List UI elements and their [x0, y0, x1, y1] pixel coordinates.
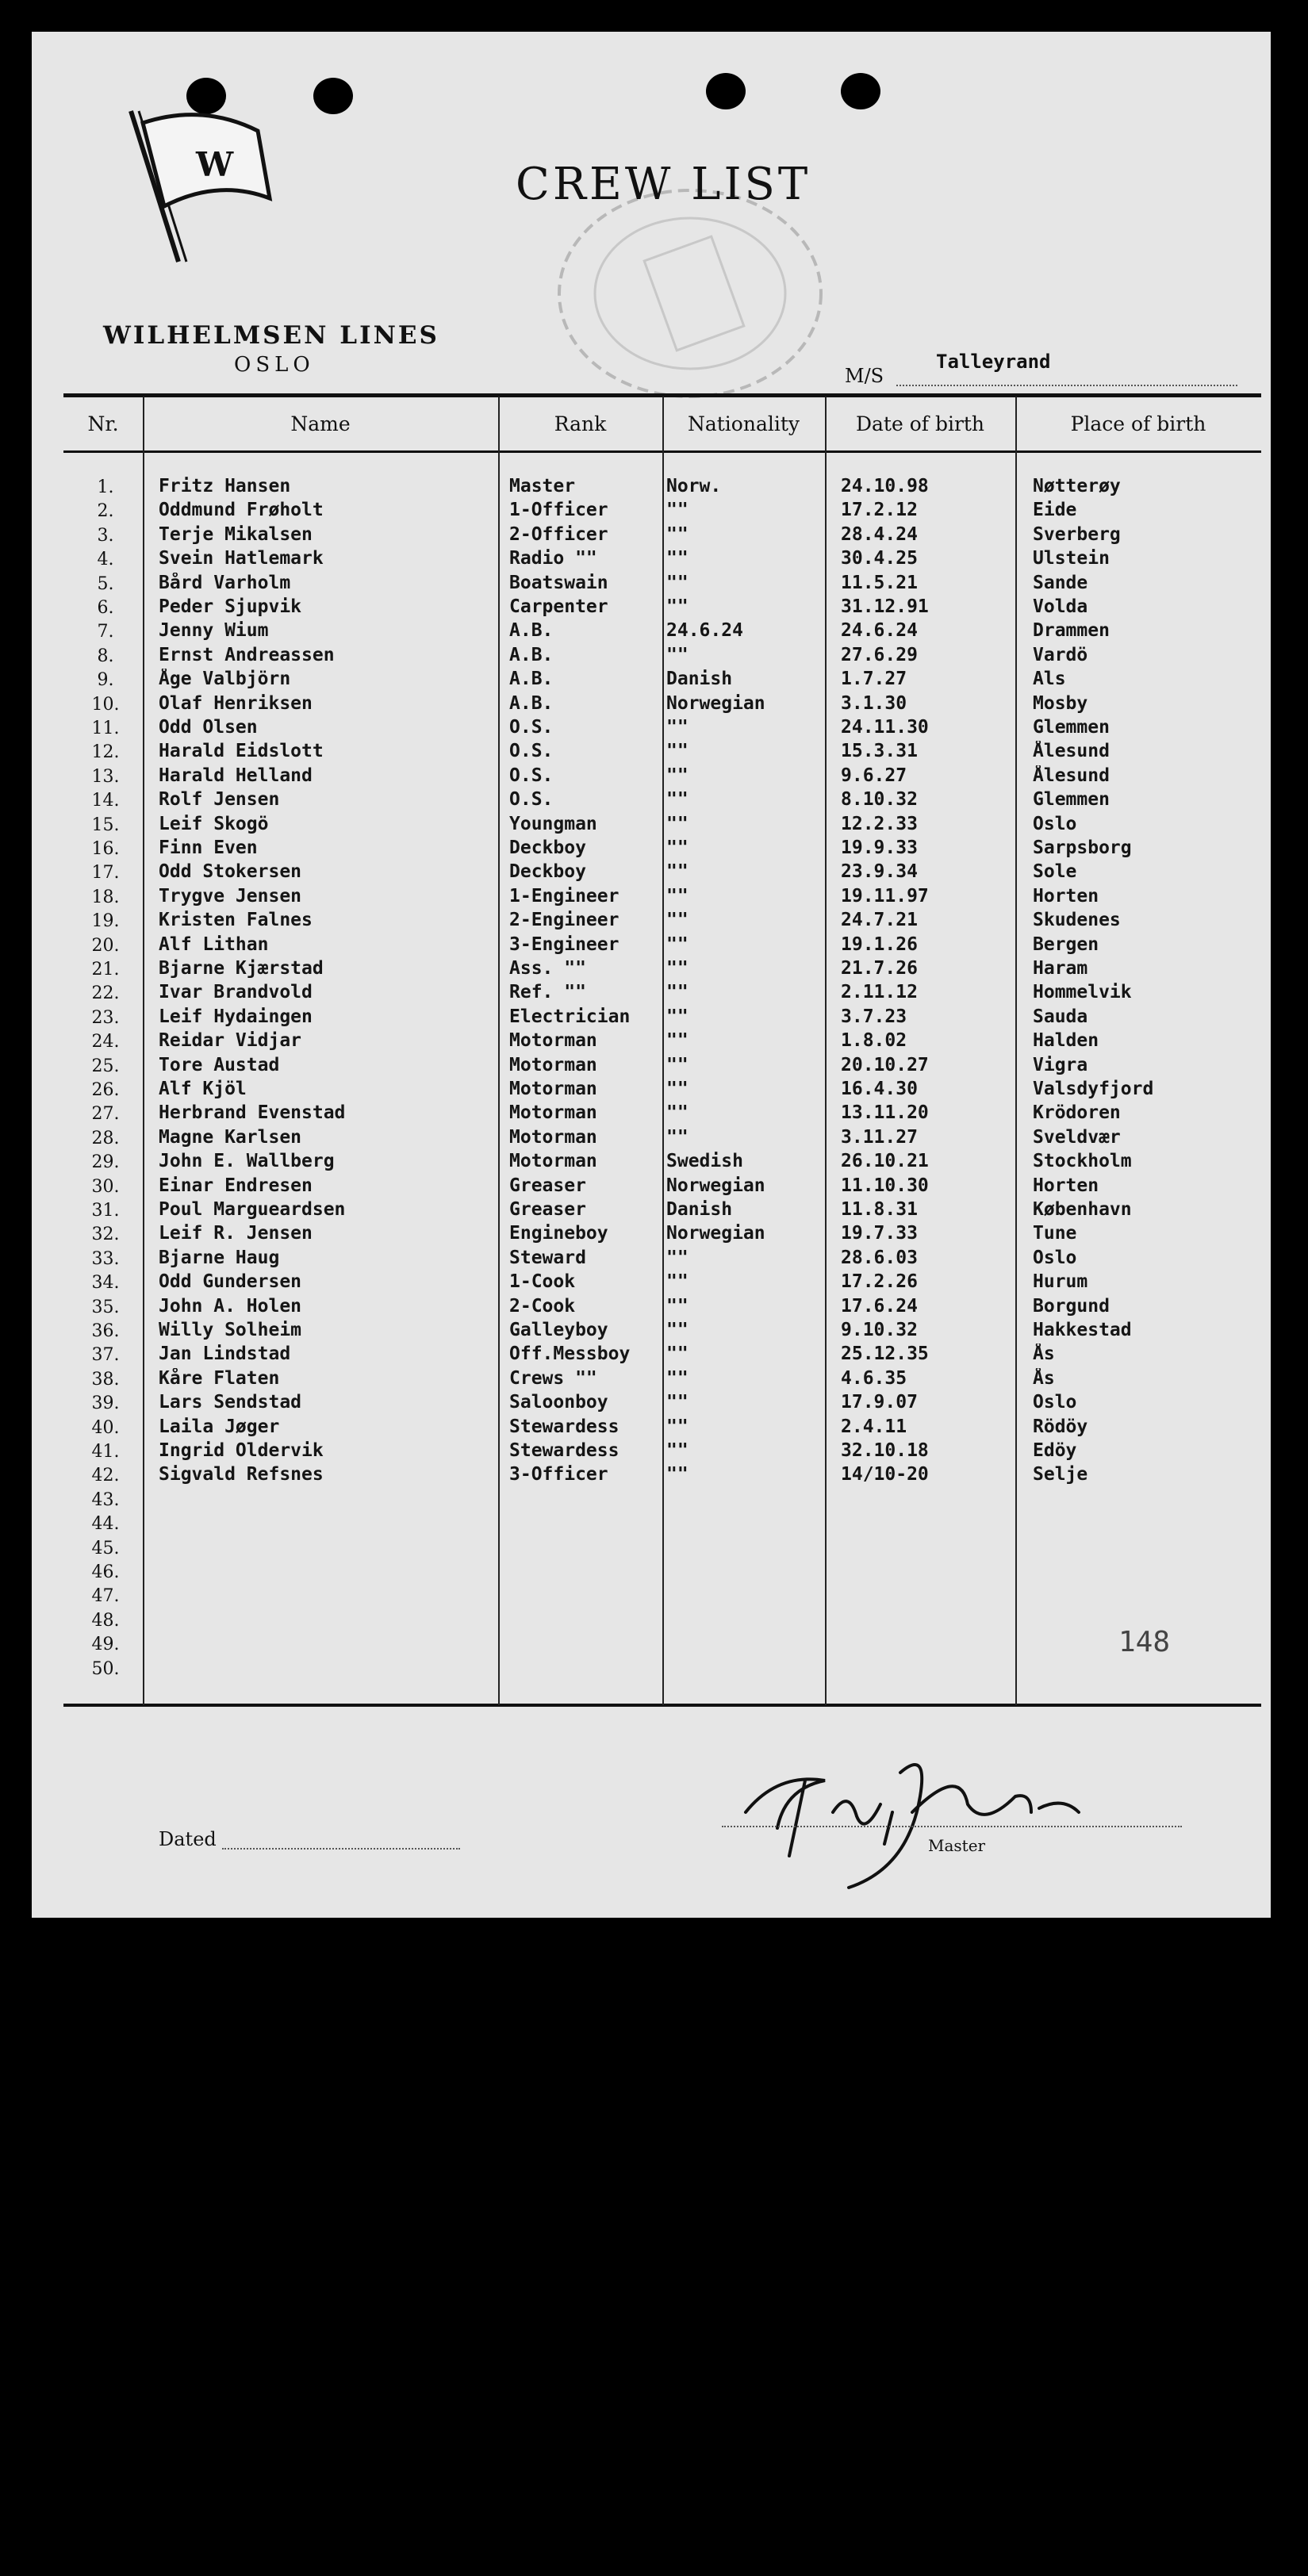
row-number: 20.: [91, 935, 120, 956]
crew-place-of-birth: Edöy: [1033, 1440, 1077, 1461]
row-number: 1.: [97, 477, 114, 497]
crew-date-of-birth: 25.12.35: [841, 1344, 929, 1365]
column-header-name: Name: [290, 412, 351, 435]
crew-nationality: Danish: [666, 669, 733, 690]
crew-date-of-birth: 4.6.35: [841, 1367, 907, 1389]
crew-date-of-birth: 17.6.24: [841, 1295, 918, 1317]
crew-date-of-birth: 1.7.27: [841, 669, 907, 690]
punch-hole: [313, 78, 353, 114]
row-number: 29.: [91, 1152, 120, 1173]
crew-date-of-birth: 3.11.27: [841, 1126, 918, 1148]
crew-nationality: "": [666, 741, 689, 762]
crew-name: Leif R. Jensen: [159, 1223, 313, 1244]
row-number: 3.: [97, 525, 114, 546]
row-number: 33.: [91, 1248, 120, 1269]
column-divider: [1015, 397, 1017, 1705]
row-number: 44.: [91, 1514, 120, 1535]
row-number: 27.: [91, 1104, 120, 1125]
crew-name: Bjarne Kjærstad: [159, 958, 324, 979]
column-header-date-of-birth: Date of birth: [855, 412, 985, 435]
crew-date-of-birth: 16.4.30: [841, 1079, 918, 1099]
crew-nationality: "": [666, 1320, 689, 1340]
crew-nationality: "": [666, 1247, 689, 1268]
row-number: 22.: [91, 983, 120, 1004]
row-number: 30.: [91, 1176, 120, 1197]
crew-date-of-birth: 2.11.12: [841, 982, 918, 1003]
crew-place-of-birth: Rödöy: [1033, 1416, 1088, 1437]
crew-nationality: "": [666, 1006, 689, 1027]
column-divider: [498, 397, 500, 1705]
crew-place-of-birth: Valsdyfjord: [1033, 1079, 1154, 1099]
crew-name: Sigvald Refsnes: [159, 1464, 324, 1485]
row-number: 24.: [91, 1032, 120, 1052]
crew-rank: Deckboy: [509, 861, 586, 883]
crew-nationality: "": [666, 1126, 689, 1148]
crew-date-of-birth: 24.10.98: [841, 476, 929, 496]
crew-date-of-birth: 19.7.33: [841, 1223, 918, 1244]
crew-nationality: Norwegian: [666, 1223, 765, 1244]
row-number: 35.: [91, 1297, 120, 1317]
crew-date-of-birth: 21.7.26: [841, 958, 918, 979]
crew-nationality: "": [666, 572, 689, 593]
row-number: 40.: [91, 1417, 120, 1438]
crew-name: Bård Varholm: [159, 572, 291, 593]
crew-nationality: "": [666, 861, 689, 883]
crew-place-of-birth: Hakkestad: [1033, 1320, 1132, 1340]
crew-rank: Carpenter: [509, 596, 608, 617]
master-signature-icon: [730, 1717, 1110, 1899]
crew-rank: Electrician: [509, 1006, 631, 1027]
crew-rank: Boatswain: [509, 572, 608, 593]
crew-date-of-birth: 3.7.23: [841, 1006, 907, 1027]
crew-date-of-birth: 9.10.32: [841, 1320, 918, 1340]
crew-date-of-birth: 14/10-20: [841, 1464, 929, 1485]
crew-date-of-birth: 12.2.33: [841, 813, 918, 834]
row-number: 19.: [91, 911, 120, 932]
crew-name: Odd Stokersen: [159, 861, 302, 883]
crew-name: Alf Kjöl: [159, 1079, 247, 1099]
crew-place-of-birth: Selje: [1033, 1464, 1088, 1485]
crew-nationality: "": [666, 1030, 689, 1052]
crew-place-of-birth: Volda: [1033, 596, 1088, 617]
crew-nationality: Swedish: [666, 1151, 743, 1172]
crew-place-of-birth: Sverberg: [1033, 523, 1121, 545]
row-number: 25.: [91, 1056, 120, 1076]
crew-place-of-birth: Sveldvær: [1033, 1126, 1121, 1148]
crew-date-of-birth: 19.9.33: [841, 838, 918, 858]
ship-name-line: [896, 385, 1237, 386]
row-number: 36.: [91, 1321, 120, 1341]
crew-date-of-birth: 20.10.27: [841, 1054, 929, 1075]
crew-place-of-birth: Tune: [1033, 1223, 1077, 1244]
crew-nationality: "": [666, 813, 689, 834]
ship-label: M/S: [845, 365, 884, 387]
crew-rank: A.B.: [509, 669, 554, 690]
crew-place-of-birth: Stockholm: [1033, 1151, 1132, 1172]
crew-nationality: Norw.: [666, 476, 722, 496]
crew-name: Reidar Vidjar: [159, 1030, 302, 1052]
crew-name: Einar Endresen: [159, 1175, 313, 1196]
row-number: 18.: [91, 887, 120, 907]
row-number: 13.: [91, 766, 120, 787]
crew-nationality: "": [666, 1392, 689, 1413]
crew-place-of-birth: Halden: [1033, 1030, 1099, 1052]
row-number: 9.: [97, 670, 114, 691]
crew-rank: Ref. "": [509, 982, 586, 1003]
crew-name: John A. Holen: [159, 1295, 302, 1317]
row-number: 45.: [91, 1538, 120, 1558]
row-number: 31.: [91, 1201, 120, 1221]
row-number: 21.: [91, 960, 120, 979]
crew-name: Ingrid Oldervik: [159, 1440, 324, 1461]
crew-rank: Galleyboy: [509, 1320, 608, 1340]
crew-nationality: Norwegian: [666, 692, 765, 714]
crew-name: Åge Valbjörn: [159, 669, 291, 690]
crew-rank: A.B.: [509, 692, 554, 714]
crew-nationality: "": [666, 1271, 689, 1293]
row-number: 47.: [91, 1586, 120, 1607]
crew-rank: A.B.: [509, 620, 554, 642]
crew-rank: Deckboy: [509, 838, 586, 858]
crew-nationality: "": [666, 548, 689, 569]
row-number: 4.: [97, 550, 114, 570]
row-number: 6.: [97, 598, 114, 618]
column-header-nationality: Nationality: [687, 412, 800, 435]
dated-line: [222, 1848, 460, 1850]
crew-nationality: "": [666, 1367, 689, 1389]
crew-name: Peder Sjupvik: [159, 596, 302, 617]
crew-list-document: [32, 32, 1271, 1918]
crew-place-of-birth: Ålesund: [1033, 765, 1110, 786]
column-header-rank: Rank: [554, 412, 607, 435]
crew-rank: 1-Engineer: [509, 885, 619, 907]
crew-place-of-birth: Vardö: [1033, 644, 1088, 665]
crew-rank: Youngman: [509, 813, 597, 834]
crew-date-of-birth: 19.1.26: [841, 933, 918, 955]
crew-rank: Motorman: [509, 1079, 597, 1099]
crew-date-of-birth: 32.10.18: [841, 1440, 929, 1461]
master-label: Master: [928, 1836, 986, 1855]
crew-place-of-birth: Eide: [1033, 500, 1077, 521]
crew-rank: O.S.: [509, 717, 554, 738]
crew-place-of-birth: Bergen: [1033, 933, 1099, 955]
column-divider: [143, 397, 144, 1705]
crew-rank: Motorman: [509, 1102, 597, 1124]
crew-rank: Crews "": [509, 1367, 597, 1389]
crew-name: Leif Hydaingen: [159, 1006, 313, 1027]
crew-nationality: "": [666, 982, 689, 1003]
crew-date-of-birth: 17.2.26: [841, 1271, 918, 1293]
crew-name: Svein Hatlemark: [159, 548, 324, 569]
crew-place-of-birth: Ås: [1033, 1367, 1055, 1389]
crew-date-of-birth: 28.6.03: [841, 1247, 918, 1268]
crew-rank: Off.Messboy: [509, 1344, 631, 1365]
row-number: 28.: [91, 1128, 120, 1148]
row-number: 14.: [91, 791, 120, 811]
company-name: WILHELMSEN LINES: [103, 321, 439, 350]
crew-place-of-birth: Glemmen: [1033, 717, 1110, 738]
crew-rank: Motorman: [509, 1151, 597, 1172]
crew-place-of-birth: Oslo: [1033, 1392, 1077, 1413]
row-number: 43.: [91, 1489, 120, 1510]
crew-rank: A.B.: [509, 644, 554, 665]
crew-name: Harald Eidslott: [159, 741, 324, 762]
received-stamp-icon: [539, 174, 841, 412]
crew-place-of-birth: Ulstein: [1033, 548, 1110, 569]
row-number: 42.: [91, 1466, 120, 1486]
crew-rank: Greaser: [509, 1175, 586, 1196]
crew-nationality: "": [666, 1079, 689, 1099]
crew-name: Bjarne Haug: [159, 1247, 280, 1268]
crew-place-of-birth: Vigra: [1033, 1054, 1088, 1075]
crew-place-of-birth: Ålesund: [1033, 741, 1110, 762]
crew-nationality: "": [666, 910, 689, 931]
row-number: 10.: [91, 694, 120, 715]
crew-place-of-birth: København: [1033, 1199, 1132, 1220]
crew-name: Kristen Falnes: [159, 910, 313, 931]
crew-date-of-birth: 26.10.21: [841, 1151, 929, 1172]
crew-name: Rolf Jensen: [159, 789, 280, 811]
row-number: 26.: [91, 1080, 120, 1100]
row-number: 34.: [91, 1273, 120, 1294]
document-title: CREW LIST: [516, 159, 811, 210]
crew-nationality: "": [666, 1054, 689, 1075]
crew-place-of-birth: Als: [1033, 669, 1066, 690]
crew-place-of-birth: Borgund: [1033, 1295, 1110, 1317]
crew-name: Ivar Brandvold: [159, 982, 313, 1003]
crew-date-of-birth: 27.6.29: [841, 644, 918, 665]
crew-rank: O.S.: [509, 789, 554, 811]
crew-nationality: 24.6.24: [666, 620, 743, 642]
page-number: 148: [1118, 1626, 1171, 1658]
crew-rank: Radio "": [509, 548, 597, 569]
crew-date-of-birth: 13.11.20: [841, 1102, 929, 1124]
crew-date-of-birth: 3.1.30: [841, 692, 907, 714]
crew-name: Finn Even: [159, 838, 258, 858]
crew-name: Ernst Andreassen: [159, 644, 335, 665]
crew-date-of-birth: 11.5.21: [841, 572, 918, 593]
crew-rank: O.S.: [509, 741, 554, 762]
crew-nationality: "": [666, 1344, 689, 1365]
row-number: 38.: [91, 1369, 120, 1390]
crew-name: Jan Lindstad: [159, 1344, 291, 1365]
crew-date-of-birth: 11.8.31: [841, 1199, 918, 1220]
crew-nationality: "": [666, 644, 689, 665]
crew-rank: 1-Officer: [509, 500, 608, 521]
crew-name: Poul Margueardsen: [159, 1199, 346, 1220]
crew-name: Odd Olsen: [159, 717, 258, 738]
crew-place-of-birth: Sauda: [1033, 1006, 1088, 1027]
crew-date-of-birth: 8.10.32: [841, 789, 918, 811]
row-number: 49.: [91, 1635, 120, 1655]
crew-name: Laila Jøger: [159, 1416, 280, 1437]
crew-name: Terje Mikalsen: [159, 523, 313, 545]
crew-rank: Stewardess: [509, 1416, 619, 1437]
crew-rank: Saloonboy: [509, 1392, 608, 1413]
crew-place-of-birth: Hurum: [1033, 1271, 1088, 1293]
crew-place-of-birth: Sarpsborg: [1033, 838, 1132, 858]
crew-date-of-birth: 19.11.97: [841, 885, 929, 907]
crew-rank: Motorman: [509, 1054, 597, 1075]
crew-date-of-birth: 24.6.24: [841, 620, 918, 642]
crew-date-of-birth: 30.4.25: [841, 548, 918, 569]
row-number: 17.: [91, 863, 120, 884]
crew-name: Fritz Hansen: [159, 476, 291, 496]
crew-nationality: "": [666, 838, 689, 858]
crew-nationality: "": [666, 500, 689, 521]
crew-name: Odd Gundersen: [159, 1271, 302, 1293]
crew-place-of-birth: Oslo: [1033, 1247, 1077, 1268]
crew-place-of-birth: Horten: [1033, 885, 1099, 907]
crew-name: Herbrand Evenstad: [159, 1102, 346, 1124]
crew-date-of-birth: 28.4.24: [841, 523, 918, 545]
crew-date-of-birth: 11.10.30: [841, 1175, 929, 1196]
crew-place-of-birth: Sole: [1033, 861, 1077, 883]
crew-nationality: "": [666, 1440, 689, 1461]
crew-rank: Ass. "": [509, 958, 586, 979]
crew-rank: Motorman: [509, 1126, 597, 1148]
crew-rank: Stewardess: [509, 1440, 619, 1461]
row-number: 48.: [91, 1610, 120, 1631]
crew-date-of-birth: 17.9.07: [841, 1392, 918, 1413]
crew-date-of-birth: 31.12.91: [841, 596, 929, 617]
crew-nationality: "": [666, 765, 689, 786]
crew-rank: 3-Engineer: [509, 933, 619, 955]
crew-name: Oddmund Frøholt: [159, 500, 324, 521]
crew-nationality: "": [666, 1102, 689, 1124]
row-number: 50.: [91, 1658, 120, 1679]
row-number: 41.: [91, 1442, 120, 1462]
row-number: 46.: [91, 1562, 120, 1582]
crew-date-of-birth: 1.8.02: [841, 1030, 907, 1052]
column-header-place-of-birth: Place of birth: [1070, 412, 1206, 435]
crew-date-of-birth: 17.2.12: [841, 500, 918, 521]
crew-rank: Motorman: [509, 1030, 597, 1052]
crew-place-of-birth: Skudenes: [1033, 910, 1121, 931]
crew-place-of-birth: Oslo: [1033, 813, 1077, 834]
crew-date-of-birth: 15.3.31: [841, 741, 918, 762]
crew-name: Trygve Jensen: [159, 885, 302, 907]
crew-rank: 2-Engineer: [509, 910, 619, 931]
crew-name: John E. Wallberg: [159, 1151, 335, 1172]
crew-name: Tore Austad: [159, 1054, 280, 1075]
crew-nationality: "": [666, 523, 689, 545]
crew-nationality: "": [666, 789, 689, 811]
crew-name: Alf Lithan: [159, 933, 269, 955]
crew-rank: Steward: [509, 1247, 586, 1268]
flag-letter: W: [196, 145, 234, 184]
row-number: 16.: [91, 839, 120, 859]
master-signature-line: [722, 1826, 1182, 1827]
crew-name: Jenny Wium: [159, 620, 269, 642]
ship-name: Talleyrand: [936, 351, 1051, 373]
row-number: 2.: [97, 501, 114, 522]
crew-place-of-birth: Glemmen: [1033, 789, 1110, 811]
crew-place-of-birth: Mosby: [1033, 692, 1088, 714]
crew-rank: O.S.: [509, 765, 554, 786]
punch-hole: [841, 73, 880, 109]
crew-name: Leif Skogö: [159, 813, 269, 834]
punch-hole: [706, 73, 746, 109]
row-number: 39.: [91, 1393, 120, 1414]
crew-rank: 1-Cook: [509, 1271, 576, 1293]
crew-rank: Engineboy: [509, 1223, 608, 1244]
crew-nationality: "": [666, 958, 689, 979]
crew-nationality: "": [666, 1416, 689, 1437]
crew-rank: 2-Cook: [509, 1295, 576, 1317]
dated-label: Dated: [159, 1828, 217, 1850]
crew-nationality: Danish: [666, 1199, 733, 1220]
crew-place-of-birth: Horten: [1033, 1175, 1099, 1196]
crew-date-of-birth: 24.7.21: [841, 910, 918, 931]
crew-nationality: "": [666, 933, 689, 955]
crew-name: Kåre Flaten: [159, 1367, 280, 1389]
row-number: 12.: [91, 742, 120, 763]
row-number: 11.: [91, 719, 120, 738]
row-number: 8.: [97, 646, 114, 666]
column-header-nr: Nr.: [87, 412, 119, 435]
crew-nationality: Norwegian: [666, 1175, 765, 1196]
crew-nationality: "": [666, 885, 689, 907]
column-divider: [825, 397, 827, 1705]
crew-place-of-birth: Krödoren: [1033, 1102, 1121, 1124]
crew-date-of-birth: 23.9.34: [841, 861, 918, 883]
row-number: 23.: [91, 1007, 120, 1028]
crew-name: Harald Helland: [159, 765, 313, 786]
row-number: 37.: [91, 1345, 120, 1366]
row-number: 32.: [91, 1225, 120, 1245]
crew-date-of-birth: 9.6.27: [841, 765, 907, 786]
crew-place-of-birth: Hommelvik: [1033, 982, 1132, 1003]
crew-place-of-birth: Haram: [1033, 958, 1088, 979]
flag-logo-icon: [107, 87, 313, 278]
company-city: OSLO: [234, 353, 315, 377]
crew-rank: 3-Officer: [509, 1464, 608, 1485]
crew-place-of-birth: Nøtterøy: [1033, 476, 1121, 496]
crew-place-of-birth: Ås: [1033, 1344, 1055, 1365]
row-number: 7.: [97, 622, 114, 642]
crew-nationality: "": [666, 717, 689, 738]
crew-date-of-birth: 24.11.30: [841, 717, 929, 738]
crew-rank: Greaser: [509, 1199, 586, 1220]
row-number: 5.: [97, 573, 114, 594]
crew-date-of-birth: 2.4.11: [841, 1416, 907, 1437]
crew-nationality: "": [666, 1295, 689, 1317]
crew-name: Magne Karlsen: [159, 1126, 302, 1148]
crew-nationality: "": [666, 1464, 689, 1485]
crew-rank: 2-Officer: [509, 523, 608, 545]
crew-place-of-birth: Sande: [1033, 572, 1088, 593]
row-number: 15.: [91, 815, 120, 835]
crew-name: Lars Sendstad: [159, 1392, 302, 1413]
crew-name: Willy Solheim: [159, 1320, 302, 1340]
crew-name: Olaf Henriksen: [159, 692, 313, 714]
crew-rank: Master: [509, 476, 576, 496]
crew-place-of-birth: Drammen: [1033, 620, 1110, 642]
crew-nationality: "": [666, 596, 689, 617]
